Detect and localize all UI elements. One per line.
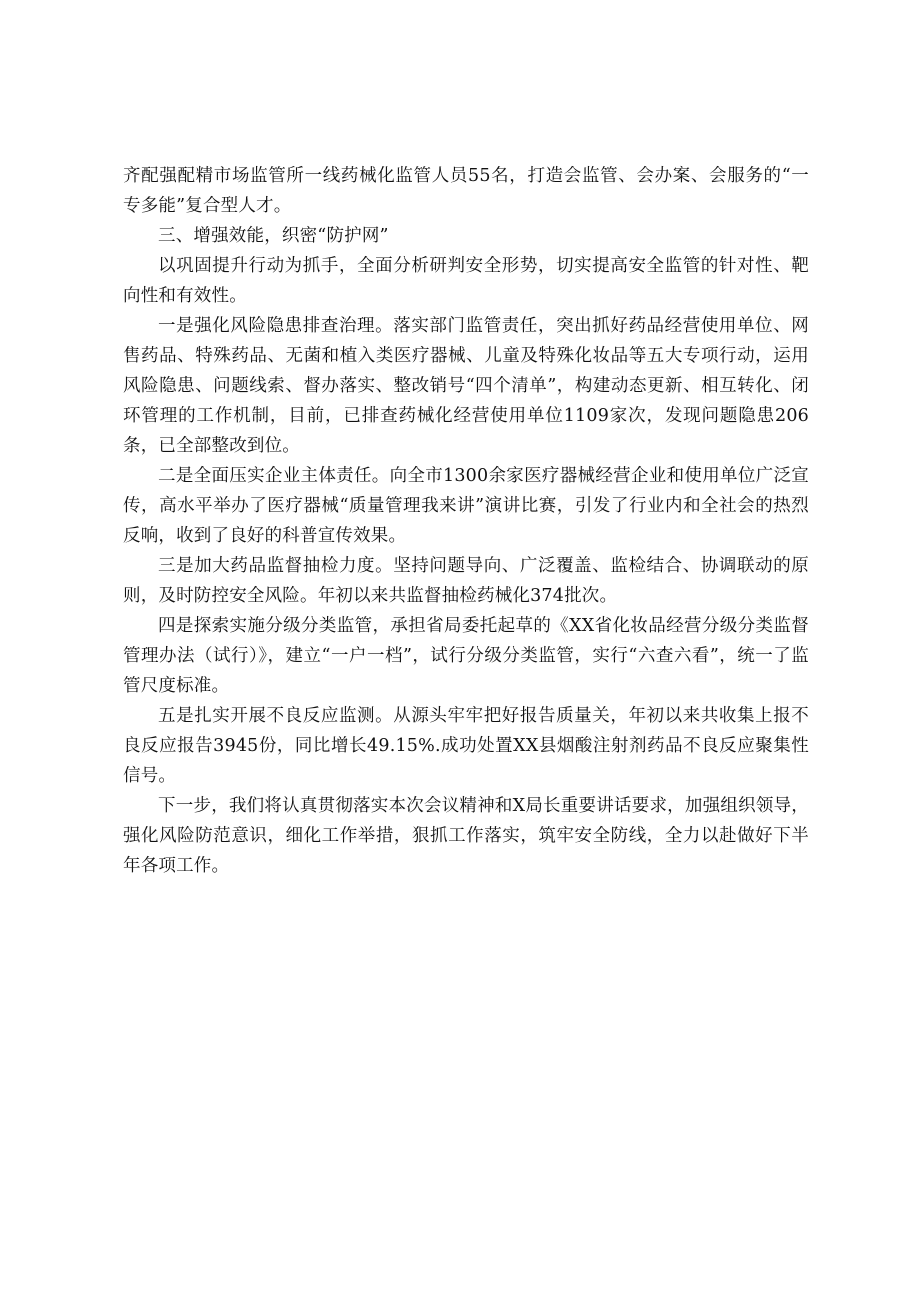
paragraph-graded-supervision: 四是探索实施分级分类监管，承担省局委托起草的《XX省化妆品经营分级分类监督管理办法（试行）》，建立“一户一档”，试行分级分类监管，实行“六查六看”，统一了监管尺度标准。 xyxy=(123,616,809,696)
paragraph-risk-investigation: 一是强化风险隐患排查治理。落实部门监管责任，突出抓好药品经营使用单位、网售药品、特殊药品、无菌和植入类医疗器械、儿童及特殊化妆品等五大专项行动，运用风险隐患、问题线索、督办落实、整改销号“四个清单”，构建动态更新、相互转化、闭环管理的工作机制，目前，已排查药械化经营使用单位1109家次，发现问题隐患206条，已全部整改到位。 xyxy=(123,316,809,456)
paragraph-section-intro: 以巩固提升行动为抓手，全面分析研判安全形势，切实提高安全监管的针对性、靶向性和有效性。 xyxy=(123,256,809,306)
paragraph-adverse-reaction: 五是扎实开展不良反应监测。从源头牢牢把好报告质量关，年初以来共收集上报不良反应报告3945份，同比增长49.15%.成功处置XX县烟酸注射剂药品不良反应聚集性信号。 xyxy=(123,706,809,786)
section-heading-three: 三、增强效能，织密“防护网” xyxy=(158,226,389,246)
paragraph-enterprise-responsibility: 二是全面压实企业主体责任。向全市1300余家医疗器械经营企业和使用单位广泛宣传，高水平举办了医疗器械“质量管理我来讲”演讲比赛，引发了行业内和全社会的热烈反响，收到了良好的科普宣传效果。 xyxy=(123,466,809,546)
paragraph-continued-staffing: 齐配强配精市场监管所一线药械化监管人员55名，打造会监管、会办案、会服务的“一专多能”复合型人才。 xyxy=(123,166,809,216)
document-body xyxy=(123,161,809,881)
paragraph-sampling-inspection: 三是加大药品监督抽检力度。坚持问题导向、广泛覆盖、监检结合、协调联动的原则，及时防控安全风险。年初以来共监督抽检药械化374批次。 xyxy=(123,556,809,606)
paragraph-next-steps: 下一步，我们将认真贯彻落实本次会议精神和X局长重要讲话要求，加强组织领导，强化风险防范意识，细化工作举措，狠抓工作落实，筑牢安全防线，全力以赴做好下半年各项工作。 xyxy=(123,796,809,876)
